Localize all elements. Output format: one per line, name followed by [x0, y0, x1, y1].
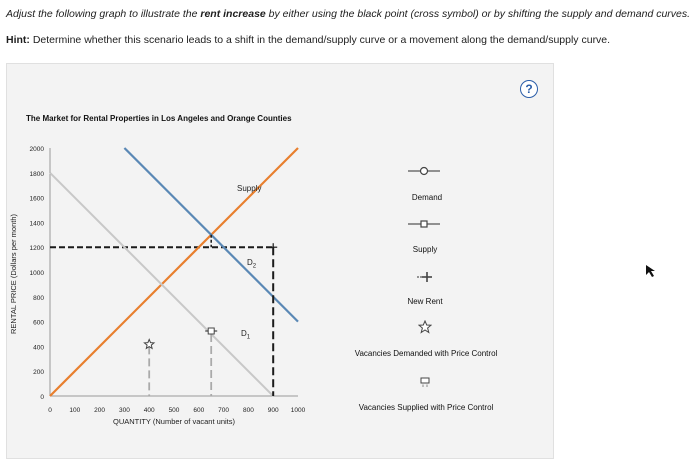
legend-vacancies-demanded-label: Vacancies Demanded with Price Control — [354, 349, 498, 358]
y-tick-label: 1000 — [29, 270, 44, 277]
x-tick-label: 200 — [94, 407, 106, 414]
supply-curve-label: Supply — [237, 184, 262, 193]
star-tool-icon[interactable] — [418, 320, 432, 334]
demand-curve-label-d2: $D_2$ — [247, 258, 257, 270]
x-tick-label: 1000 — [290, 407, 306, 414]
x-tick-label: 700 — [218, 407, 230, 414]
y-tick-label: 600 — [33, 319, 44, 327]
x-axis-label: QUANTITY (Number of vacant units) — [113, 417, 235, 426]
legend-vacancies-supplied-label: Vacancies Supplied with Price Control — [358, 403, 494, 412]
x-tick-label: 800 — [242, 407, 254, 414]
help-icon[interactable]: ? — [520, 80, 538, 98]
y-tick-label: 1600 — [29, 195, 44, 203]
y-tick-label: 1200 — [29, 245, 44, 253]
vacancies-supplied-box-marker[interactable] — [208, 328, 214, 334]
y-tick-label: 800 — [33, 294, 44, 302]
box-tool-icon[interactable] — [419, 376, 431, 388]
y-axis-label: RENTAL PRICE (Dollars per month) — [9, 213, 18, 335]
y-tick-label: 200 — [33, 369, 44, 377]
y-tick-label: 0 — [40, 394, 44, 401]
legend-supply-label: Supply — [412, 245, 438, 254]
x-tick-label: 100 — [69, 407, 81, 414]
x-tick-label: 400 — [143, 407, 155, 414]
y-tick-label: 2000 — [29, 146, 44, 153]
x-tick-label: 300 — [118, 407, 130, 414]
supply-tool-icon[interactable] — [406, 218, 442, 230]
x-tick-label: 600 — [193, 407, 205, 414]
x-tick-label: 0 — [48, 407, 52, 414]
y-tick-label: 400 — [33, 344, 44, 352]
x-tick-label: 900 — [267, 407, 279, 414]
demand-tool-icon[interactable] — [406, 165, 442, 177]
y-tick-label: 1400 — [29, 220, 44, 228]
new-rent-cross-icon[interactable] — [415, 269, 435, 285]
demand-curve-label-d1: $D_1$ — [241, 329, 251, 341]
y-tick-label: 1800 — [29, 170, 44, 178]
x-tick-label: 500 — [168, 407, 180, 414]
chart-title: The Market for Rental Properties in Los Angeles and Orange Counties — [26, 114, 292, 123]
instructions-text: Adjust the following graph to illustrate the rent increase by either using the black point (cross symbol) or by shifting the supply and demand curves. — [6, 8, 691, 20]
legend-demand-label: Demand — [411, 193, 443, 202]
mouse-cursor-icon — [645, 264, 659, 278]
hint-text: Hint: Determine whether this scenario leads to a shift in the demand/supply curve or a movement along the demand/supply curve. — [6, 34, 611, 46]
vacancies-demanded-star-marker[interactable] — [144, 339, 154, 348]
legend-new-rent-label: New Rent — [407, 297, 443, 306]
